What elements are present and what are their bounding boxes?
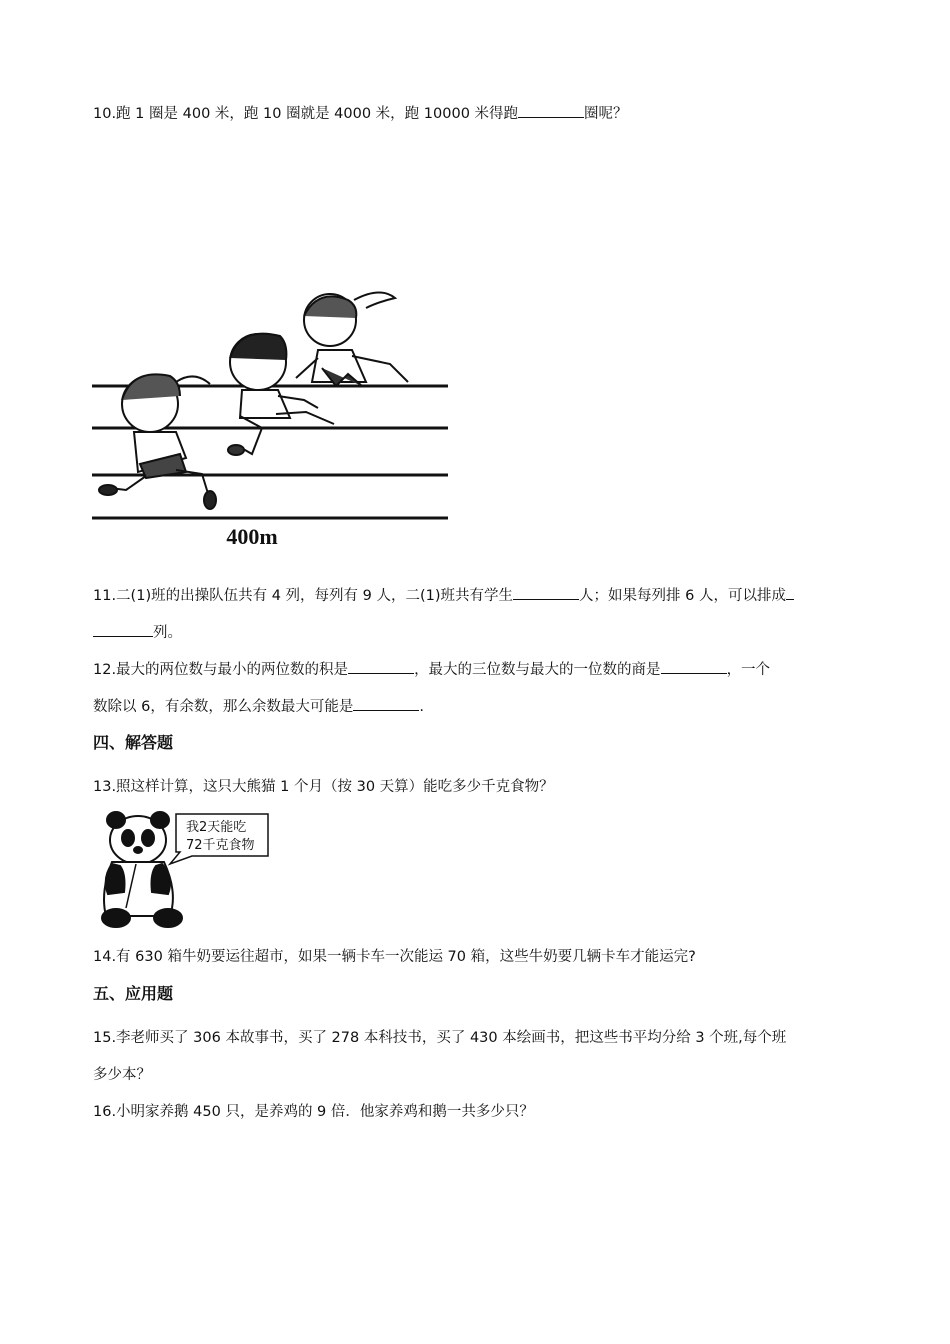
question-11-cont (93, 622, 182, 643)
question-16: 16.小明家养鹅 450 只，是养鸡的 9 倍．他家养鸡和鹅一共多少只？ (93, 1104, 534, 1120)
question-12 (93, 659, 770, 680)
question-11-text: 11.二(1)班的出操队伍共有 4 列，每列有 9 人，二(1)班共有学生 (93, 588, 514, 604)
question-10 (93, 103, 628, 124)
section-heading-5: 五、应用题 (93, 984, 174, 1003)
question-12-cont (93, 696, 424, 717)
question-12-text-end: ，一个 (726, 662, 771, 678)
panda-figure (96, 808, 272, 930)
question-13: 13.照这样计算，这只大熊猫 1 个月（按 30 天算）能吃多少千克食物？ (93, 779, 554, 795)
question-10-text: 10.跑 1 圈是 400 米，跑 10 圈就是 4000 米，跑 10000 米得跑 (93, 106, 519, 122)
runner-girl-back-icon (99, 374, 216, 509)
question-12-text-2: 数除以 6，有余数，那么余数最大可能是 (93, 699, 354, 715)
answer-blank[interactable] (513, 585, 579, 600)
answer-blank[interactable] (661, 659, 727, 674)
question-12-text: 12.最大的两位数与最小的两位数的积是 (93, 662, 349, 678)
answer-blank[interactable] (353, 696, 419, 711)
question-12-text-2-end: . (419, 699, 424, 715)
question-15-cont: 多少本？ (93, 1067, 151, 1083)
question-15: 15.李老师买了 306 本故事书，买了 278 本科技书，买了 430 本绘画书，把这些书平均分给 3 个班,每个班 (93, 1030, 787, 1046)
runner-girl-front-icon (296, 292, 408, 386)
speech-bubble-line-2: 72千克食物 (186, 838, 255, 853)
answer-blank-start[interactable] (786, 585, 794, 600)
answer-blank[interactable] (348, 659, 414, 674)
question-10-text-end: 圈呢？ (584, 106, 628, 122)
panda-icon (102, 812, 182, 927)
question-11-text-mid: 人；如果每列排 6 人，可以排成 (579, 588, 786, 604)
running-track-figure (90, 278, 452, 550)
question-12-text-mid: ，最大的三位数与最大的一位数的商是 (414, 662, 661, 678)
question-11-text-end: 列。 (153, 625, 182, 641)
question-11 (93, 585, 794, 606)
speech-bubble-line-1: 我2天能吃 (186, 820, 247, 835)
track-length-label: 400m (226, 524, 278, 549)
question-14: 14.有 630 箱牛奶要运往超市，如果一辆卡车一次能运 70 箱，这些牛奶要几辆卡车才能运完? (93, 949, 696, 965)
answer-blank[interactable] (93, 622, 153, 637)
answer-blank[interactable] (518, 103, 584, 118)
section-heading-4: 四、解答题 (93, 733, 174, 752)
